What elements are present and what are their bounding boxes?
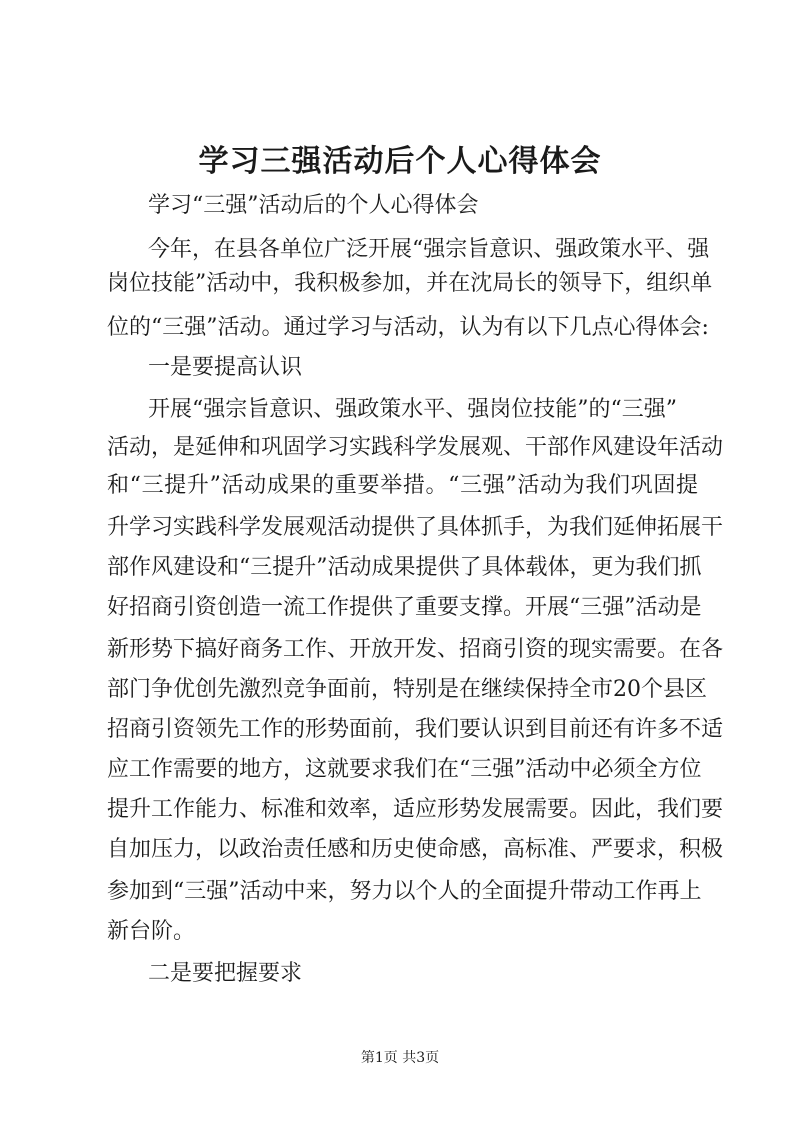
document-title: 学习三强活动后个人心得体会 bbox=[198, 144, 602, 179]
paragraph-line: 应工作需要的地方，这就要求我们在“三强”活动中必须全方位 bbox=[107, 757, 702, 782]
paragraph-line: 提升工作能力、标准和效率，适应形势发展需要。因此，我们要 bbox=[107, 797, 724, 822]
paragraph-line: 招商引资领先工作的形势面前，我们要认识到目前还有许多不适 bbox=[107, 717, 724, 742]
paragraph-line: 部门争优创先激烈竞争面前，特别是在继续保持全市20个县区 bbox=[107, 677, 707, 702]
paragraph-line: 新形势下搞好商务工作、开放开发、招商引资的现实需要。在各 bbox=[107, 637, 724, 662]
paragraph-line: 参加到“三强”活动中来，努力以个人的全面提升带动工作再上 bbox=[107, 879, 702, 904]
paragraph-line: 自加压力，以政治责任感和历史使命感，高标准、严要求，积极 bbox=[107, 837, 724, 862]
paragraph-line: 位的“三强”活动。通过学习与活动，认为有以下几点心得体会: bbox=[107, 315, 709, 340]
paragraph-line: 升学习实践科学发展观活动提供了具体抓手，为我们延伸拓展干 bbox=[107, 515, 724, 540]
paragraph-line: 新台阶。 bbox=[107, 919, 196, 944]
paragraph-line: 好招商引资创造一流工作提供了重要支撑。开展“三强”活动是 bbox=[107, 595, 702, 620]
paragraph-line: 开展“强宗旨意识、强政策水平、强岗位技能”的“三强” bbox=[148, 397, 677, 422]
paragraph-line: 和“三提升”活动成果的重要举措。“三强”活动为我们巩固提 bbox=[107, 473, 698, 498]
page-number: 第1页 共3页 bbox=[360, 1050, 440, 1066]
section-heading: 二是要把握要求 bbox=[148, 961, 303, 986]
paragraph-line: 活动，是延伸和巩固学习实践科学发展观、干部作风建设年活动 bbox=[107, 435, 724, 460]
paragraph-line: 岗位技能”活动中，我积极参加，并在沈局长的领导下，组织单 bbox=[107, 271, 713, 296]
paragraph-line: 部作风建设和“三提升”活动成果提供了具体载体，更为我们抓 bbox=[107, 555, 702, 580]
section-heading: 一是要提高认识 bbox=[148, 355, 303, 380]
paragraph-line: 今年，在县各单位广泛开展“强宗旨意识、强政策水平、强 bbox=[148, 237, 710, 262]
document-subtitle: 学习“三强”活动后的个人心得体会 bbox=[148, 193, 479, 218]
